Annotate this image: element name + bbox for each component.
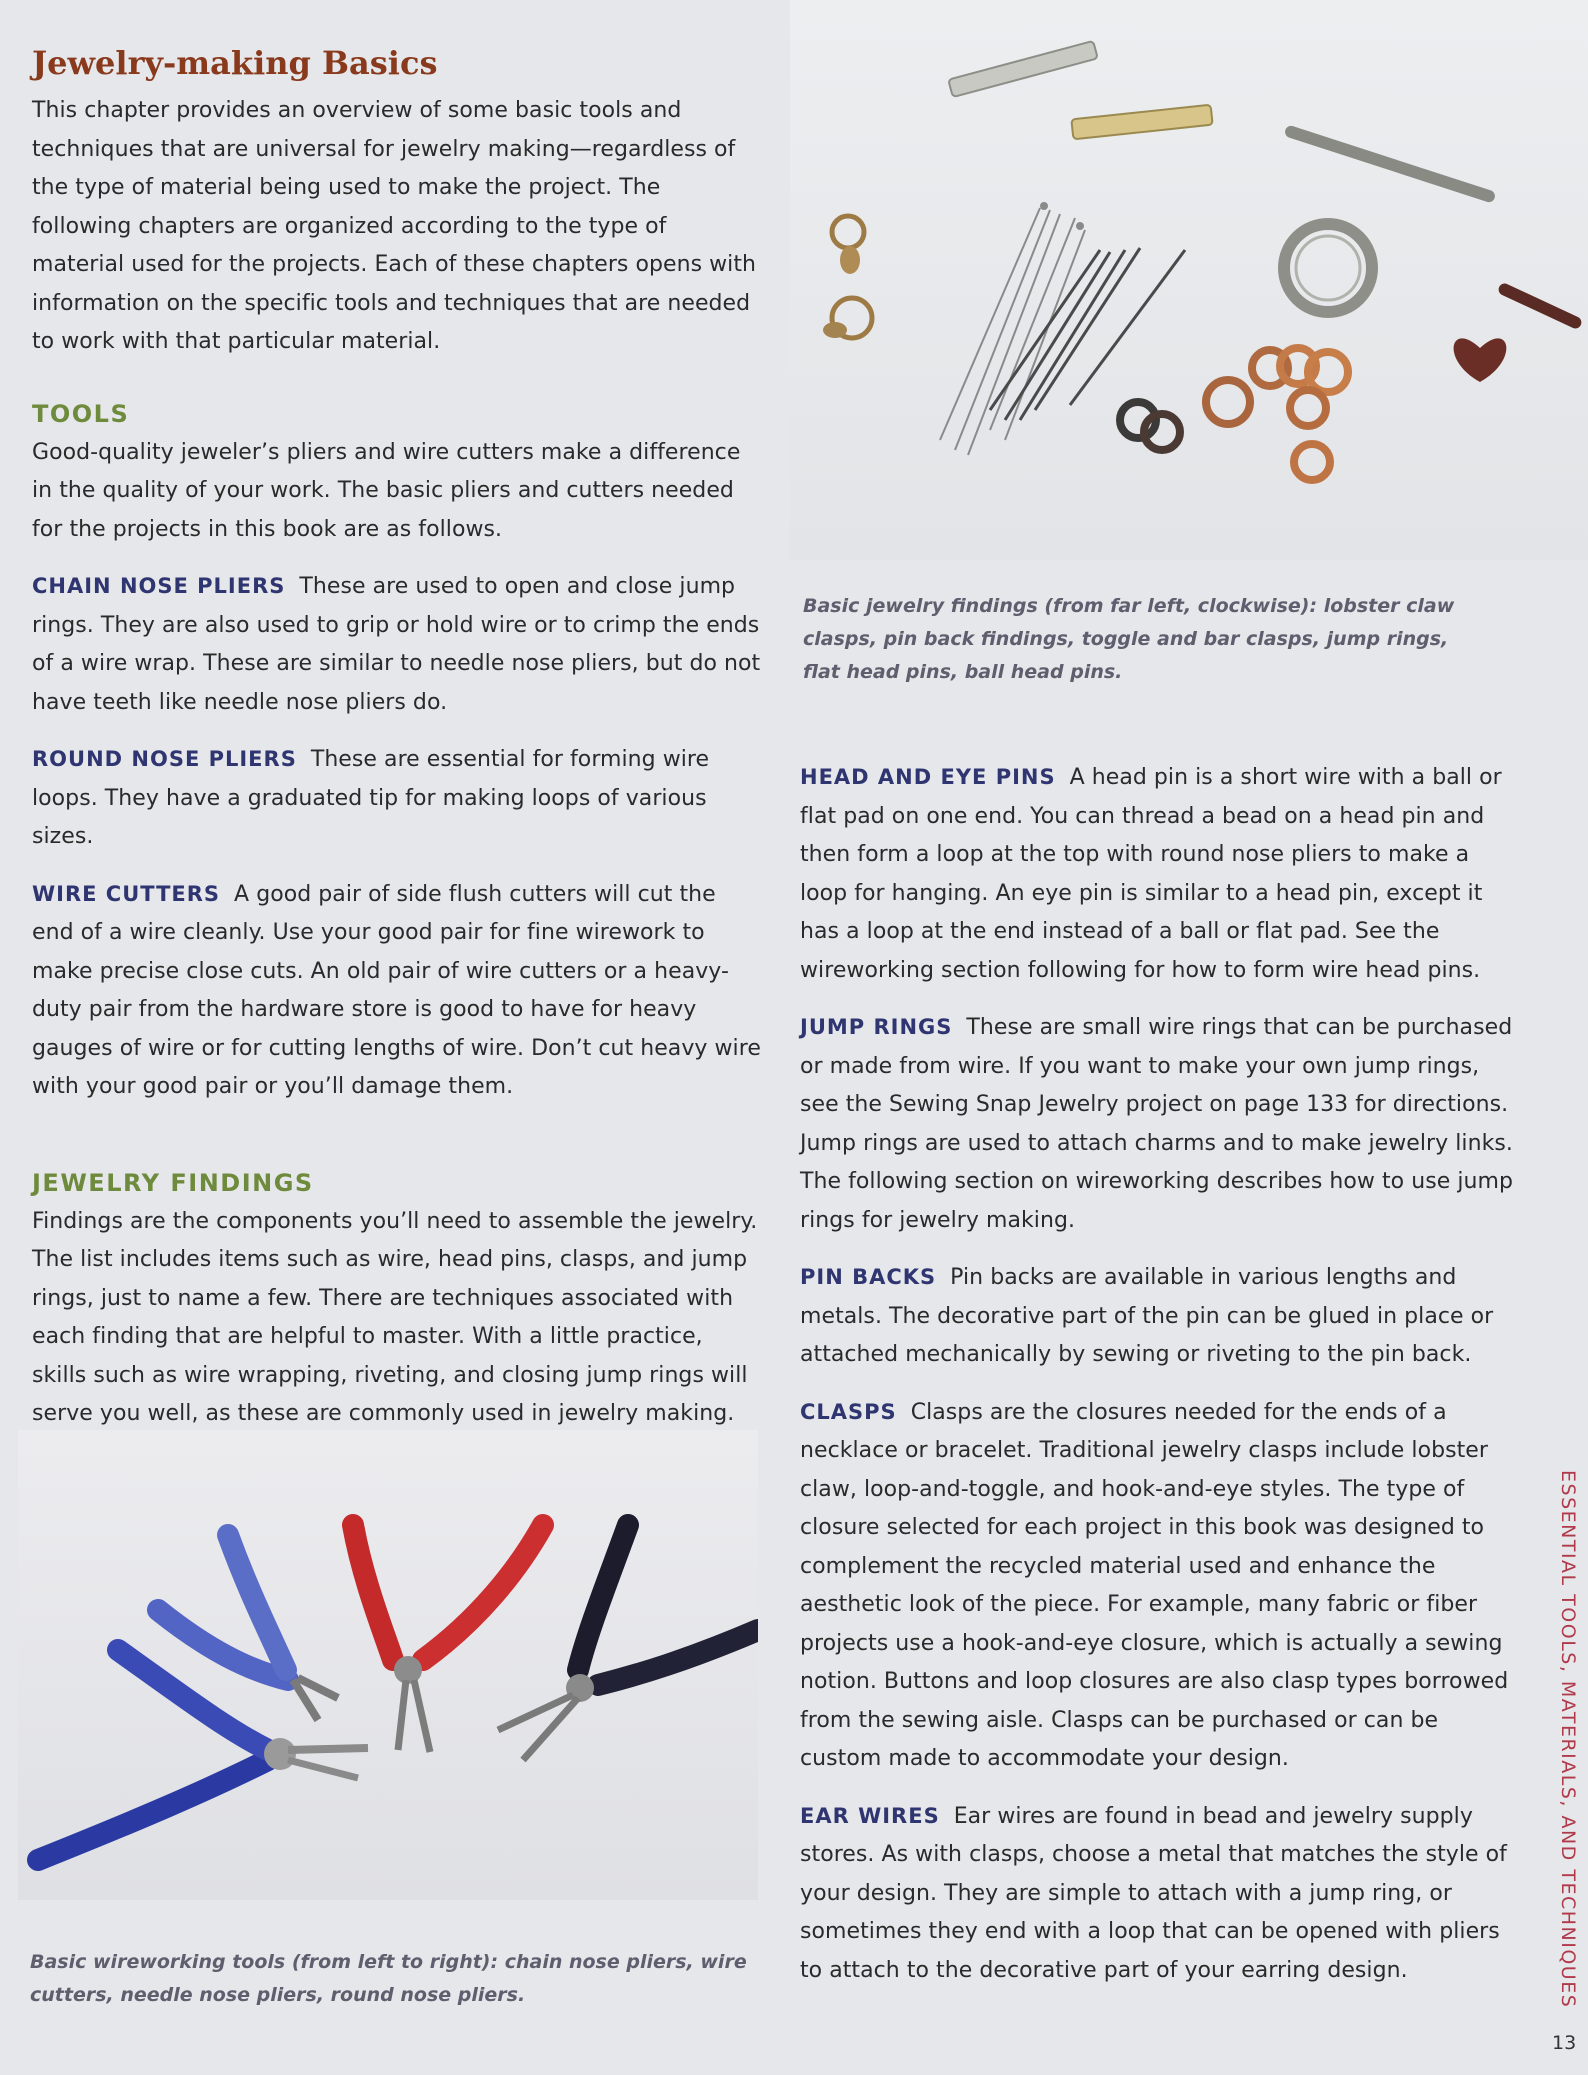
right-column: [800, 758, 1522, 2008]
left-column: [32, 44, 762, 1434]
findings-caption: Basic jewelry findings (from far left, clockwise): lobster claw clasps, pin back findings, toggle and bar clasps, jump rings, flat head pins, ball head pins.: [803, 595, 1455, 683]
tool-text: These are essential for forming wire loops. They have a graduated tip for making loops of various sizes.: [32, 747, 710, 849]
flat-head-pins-icon: [990, 248, 1185, 420]
findings-photo: [790, 0, 1588, 560]
findings-paragraph: Findings are the components you’ll need to assemble the jewelry. The list includes items such as wire, head pins, clasps, and jump rings, just to name a few. There are techniques associated with each finding that are helpful to master. With a little practice, skills such as wire wrapping, riveting, and closing jump rings will serve you well, as these are commonly used in jewelry making.: [32, 1208, 758, 1426]
finding-text: Clasps are the closures needed for the ends of a necklace or bracelet. Traditional jewelry clasps include lobster claw, loop-and-toggle, and hook-and-eye styles. The type of closure selected for each project in this book was designed to complement the recycled material used and enhance the aesthetic look of the piece. For example, many fabric or fiber projects use a hook-and-eye closure, which is actually a sewing notion. Buttons and loop closures are also clasp types borrowed from the sewing aisle. Clasps can be purchased or can be custom made to accommodate your design.: [800, 1399, 1509, 1771]
round-nose-pliers-icon: [498, 1525, 758, 1760]
lobster-clasp-icon: [823, 216, 872, 338]
tool-item-chain-nose: [32, 567, 762, 722]
needle-nose-pliers-icon: [353, 1525, 543, 1752]
tool-term: ROUND NOSE PLIERS: [32, 747, 297, 771]
finding-item-ear-wires: [800, 1797, 1522, 1991]
chain-nose-pliers-icon: [38, 1650, 368, 1860]
tools-photo: [18, 1430, 758, 1900]
finding-term: PIN BACKS: [800, 1265, 937, 1289]
finding-term: EAR WIRES: [800, 1803, 940, 1828]
finding-text: Pin backs are available in various lengths and metals. The decorative part of the pin can be glued in place or attached mechanically by sewing or riveting to the pin back.: [800, 1265, 1494, 1367]
jump-rings-icon: [1120, 348, 1348, 480]
intro-paragraph: This chapter provides an overview of some basic tools and techniques that are universal for jewelry making—regardless of the type of material being used to make the project. The following chapters are organized according to the type of material used for the projects. Each of these chapters opens with information on the specific tools and techniques that are needed to work with that particular material.: [32, 98, 756, 354]
tool-text: A good pair of side flush cutters will cut the end of a wire cleanly. Use your good pair for fine wirework to make precise close cuts. An old pair of wire cutters or a heavy-duty pair from the hardware store is good to have for heavy gauges of wire or for cutting lengths of wire. Don’t cut heavy wire with your good pair or you’ll damage them.: [32, 881, 761, 1099]
page-number: 13: [1552, 2032, 1577, 2054]
page-title: Jewelry-making Basics: [32, 44, 438, 82]
chapter-side-tab: ESSENTIAL TOOLS, MATERIALS, AND TECHNIQUES: [1557, 1470, 1579, 2009]
toggle-bar-icon: [1284, 124, 1497, 203]
finding-item-jump-rings: [800, 1008, 1522, 1240]
finding-item-head-eye-pins: [800, 758, 1522, 990]
finding-term: JUMP RINGS: [800, 1015, 953, 1039]
heart-toggle-icon: [1454, 282, 1584, 382]
finding-term: CLASPS: [800, 1399, 897, 1424]
pin-back-icon: [948, 41, 1212, 139]
finding-item-clasps: [800, 1393, 1522, 1779]
tool-text: These are used to open and close jump rings. They are also used to grip or hold wire or to crimp the ends of a wire wrap. These are similar to needle nose pliers, but do not have teeth like needle nose pliers do.: [32, 574, 761, 715]
finding-text: A head pin is a short wire with a ball or flat pad on one end. You can thread a bead on a head pin and then form a loop at the top with round nose pliers to make a loop for hanging. An eye pin is similar to a head pin, except it has a loop at the end instead of a ball or flat pad. See the wireworking section following for how to form wire head pins.: [800, 765, 1502, 983]
tools-intro: Good-quality jeweler’s pliers and wire cutters make a difference in the quality of your work. The basic pliers and cutters needed for the projects in this book are as follows.: [32, 439, 741, 542]
tools-heading: TOOLS: [32, 399, 130, 428]
tool-item-round-nose: [32, 740, 762, 857]
tool-item-wire-cutters: [32, 875, 762, 1107]
tool-term: CHAIN NOSE PLIERS: [32, 574, 286, 598]
finding-term: HEAD AND EYE PINS: [800, 765, 1056, 789]
finding-item-pin-backs: [800, 1258, 1522, 1375]
finding-text: Ear wires are found in bead and jewelry supply stores. As with clasps, choose a metal that matches the style of your design. They are simple to attach with a jump ring, or sometimes they end with a loop that can be opened with pliers to attach to the decorative part of your earring design.: [800, 1803, 1507, 1983]
findings-heading: JEWELRY FINDINGS: [32, 1168, 314, 1197]
tools-caption: Basic wireworking tools (from left to right): chain nose pliers, wire cutters, needle nose pliers, round nose pliers.: [30, 1951, 747, 2006]
finding-text: These are small wire rings that can be purchased or made from wire. If you want to make your own jump rings, see the Sewing Snap Jewelry project on page 133 for directions. Jump rings are used to attach charms and to make jewelry links. The following section on wireworking describes how to use jump rings for jewelry making.: [800, 1015, 1514, 1233]
tool-term: WIRE CUTTERS: [32, 881, 221, 906]
